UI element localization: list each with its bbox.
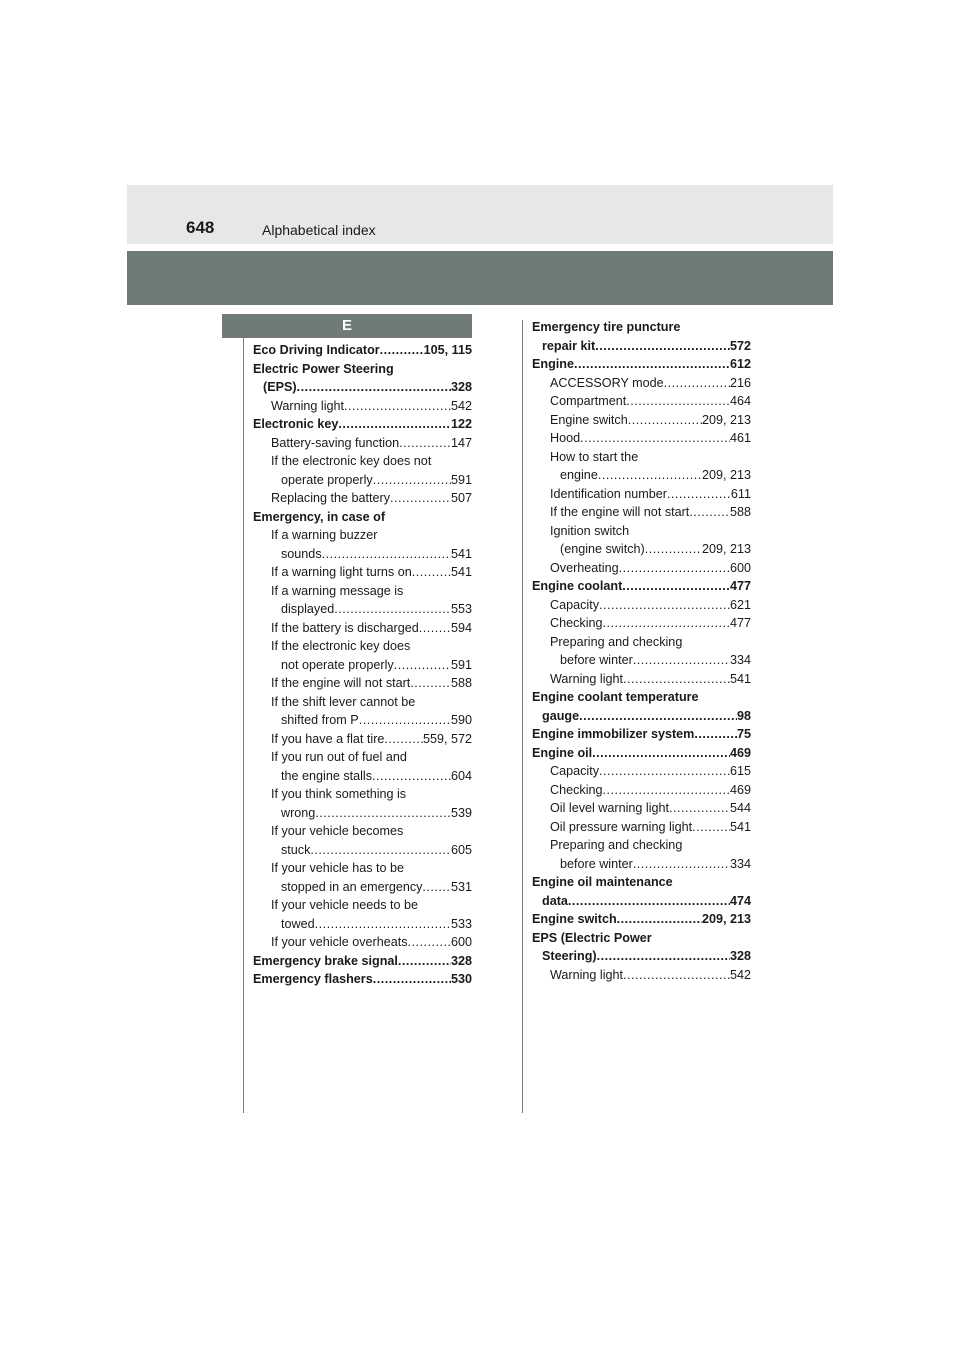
entry-text: Electric Power Steering: [253, 361, 394, 376]
index-entry: [253, 841, 472, 860]
dot-leader: [598, 466, 702, 485]
index-entry: [532, 929, 751, 948]
index-entry: [253, 563, 472, 582]
dot-leader: [322, 545, 451, 564]
section-title: Alphabetical index: [262, 222, 376, 238]
entry-text: Oil level warning light: [550, 801, 669, 815]
entry-text: stopped in an emergency: [281, 879, 423, 894]
entry-text: Oil pressure warning light: [550, 819, 693, 834]
entry-text: wrong: [281, 805, 316, 820]
index-entry: [532, 559, 751, 578]
entry-page-number: 539: [450, 805, 472, 820]
index-entry: [532, 577, 751, 596]
index-entry: [532, 855, 751, 874]
dot-leader: [359, 711, 451, 730]
entry-page-number: 122: [450, 417, 472, 431]
dot-leader: [669, 799, 730, 818]
entry-text: Replacing the battery: [271, 491, 391, 505]
entry-text: If the electronic key does: [271, 639, 411, 653]
entry-text: If you think something is: [271, 787, 407, 801]
entry-text: Engine: [532, 357, 574, 371]
index-entry: [253, 545, 472, 564]
entry-text: Eco Driving Indicator: [253, 343, 380, 357]
entry-text: Engine oil maintenance: [532, 875, 673, 889]
dot-leader: [408, 933, 451, 952]
entry-text: sounds: [281, 546, 322, 561]
index-entry: [253, 434, 472, 453]
entry-text: towed: [281, 916, 315, 931]
index-entry: [532, 836, 751, 855]
entry-page-number: 588: [450, 676, 472, 690]
dot-leader: [667, 485, 731, 504]
entry-text: displayed: [281, 602, 335, 616]
entry-text: If the battery is discharged: [271, 620, 419, 635]
dot-leader: [664, 374, 730, 393]
dot-leader: [398, 952, 451, 971]
entry-text: Engine coolant: [532, 579, 623, 593]
header-band: [127, 251, 833, 305]
index-column-left: [253, 341, 472, 989]
entry-text: Emergency flashers: [253, 972, 373, 986]
entry-text: Capacity: [550, 764, 599, 778]
entry-text: Preparing and checking: [550, 838, 683, 852]
dot-leader: [574, 355, 730, 374]
index-entry: [532, 596, 751, 615]
entry-page-number: 474: [729, 893, 751, 908]
dot-leader: [410, 674, 451, 693]
entry-page-number: 328: [450, 380, 472, 394]
dot-leader: [603, 781, 730, 800]
dot-leader: [412, 563, 451, 582]
index-entry: [253, 637, 472, 656]
entry-text: Checking: [550, 782, 603, 797]
entry-text: Warning light: [271, 398, 345, 413]
index-entry: [253, 878, 472, 897]
dot-leader: [315, 804, 451, 823]
index-entry: [532, 966, 751, 985]
entry-page-number: 209, 213: [701, 542, 751, 556]
index-entry: [253, 711, 472, 730]
dot-leader: [623, 670, 730, 689]
index-entry: [253, 748, 472, 767]
entry-page-number: 533: [450, 916, 472, 931]
entry-text: If you run out of fuel and: [271, 750, 407, 764]
dot-leader: [372, 767, 451, 786]
entry-page-number: 611: [730, 486, 751, 501]
entry-page-number: 600: [450, 935, 472, 949]
dot-leader: [645, 540, 702, 559]
index-entry: [532, 411, 751, 430]
index-entry: [532, 781, 751, 800]
entry-text: Overheating: [550, 560, 619, 575]
dot-leader: [603, 614, 730, 633]
index-entry: [532, 522, 751, 541]
entry-text: not operate properly: [281, 657, 394, 672]
index-entry: [532, 614, 751, 633]
index-entry: [253, 489, 472, 508]
entry-page-number: 209, 213: [701, 912, 751, 926]
index-entry: [532, 485, 751, 504]
entry-text: If the shift lever cannot be: [271, 694, 416, 709]
dot-leader: [592, 744, 730, 763]
entry-page-number: 98: [736, 708, 751, 723]
entry-page-number: 541: [450, 565, 472, 579]
entry-text: Emergency, in case of: [253, 509, 386, 524]
dot-leader: [692, 818, 730, 837]
entry-page-number: 605: [450, 842, 472, 857]
entry-text: Emergency tire puncture: [532, 320, 681, 334]
entry-text: If the engine will not start: [550, 505, 690, 519]
entry-page-number: 591: [450, 657, 472, 672]
dot-leader: [334, 600, 451, 619]
entry-text: shifted from P: [281, 713, 359, 727]
entry-text: How to start the: [550, 449, 639, 464]
index-entry: [532, 448, 751, 467]
entry-page-number: 590: [450, 713, 472, 727]
index-entry: [532, 818, 751, 837]
entry-text: ACCESSORY mode: [550, 375, 664, 390]
entry-text: repair kit: [542, 338, 596, 353]
index-entry: [532, 633, 751, 652]
dot-leader: [422, 878, 451, 897]
index-entry: [532, 337, 751, 356]
entry-text: If your vehicle overheats: [271, 935, 408, 949]
entry-page-number: 507: [450, 491, 472, 505]
entry-text: Hood: [550, 431, 581, 445]
index-entry: [253, 952, 472, 971]
entry-page-number: 588: [729, 505, 751, 519]
index-letter-tab: E: [222, 314, 472, 338]
entry-page-number: 612: [729, 357, 751, 371]
entry-text: the engine stalls: [281, 768, 373, 783]
index-entry: [253, 415, 472, 434]
index-entry: [532, 688, 751, 707]
entry-page-number: 477: [729, 579, 751, 593]
entry-text: engine: [560, 468, 598, 482]
entry-page-number: 541: [450, 546, 472, 561]
entry-text: EPS (Electric Power: [532, 930, 652, 945]
index-entry: [253, 730, 472, 749]
entry-text: Engine coolant temperature: [532, 690, 699, 704]
entry-text: If you have a flat tire: [271, 731, 385, 746]
entry-page-number: 469: [729, 782, 751, 797]
dot-leader: [626, 392, 730, 411]
index-entry: [532, 910, 751, 929]
entry-text: stuck: [281, 842, 311, 857]
dot-leader: [628, 411, 702, 430]
index-entry: [532, 799, 751, 818]
entry-page-number: 209, 213: [701, 468, 751, 482]
entry-page-number: 461: [729, 431, 751, 445]
dot-leader: [380, 341, 424, 360]
entry-page-number: 334: [729, 653, 751, 667]
index-entry: [532, 725, 751, 744]
entry-text: If a warning light turns on: [271, 565, 412, 579]
entry-text: Emergency brake signal: [253, 953, 398, 968]
dot-leader: [689, 503, 730, 522]
entry-text: Engine oil: [532, 745, 593, 760]
index-entry: [253, 378, 472, 397]
entry-page-number: 477: [729, 616, 751, 630]
index-entry: [253, 933, 472, 952]
dot-leader: [394, 656, 451, 675]
index-entry: [532, 540, 751, 559]
entry-text: Steering): [542, 949, 597, 963]
index-entry: [253, 896, 472, 915]
index-entry: [253, 508, 472, 527]
dot-leader: [373, 471, 451, 490]
entry-text: Capacity: [550, 597, 599, 612]
index-entry: [253, 341, 472, 360]
entry-page-number: 544: [729, 801, 751, 815]
entry-text: If a warning message is: [271, 583, 404, 598]
entry-page-number: 209, 213: [701, 412, 751, 427]
dot-leader: [310, 841, 451, 860]
index-entry: [253, 656, 472, 675]
dot-leader: [619, 559, 730, 578]
entry-text: Battery-saving function: [271, 435, 400, 450]
entry-text: Warning light: [550, 967, 624, 982]
index-entry: [253, 452, 472, 471]
entry-page-number: 541: [729, 671, 751, 686]
entry-text: If your vehicle needs to be: [271, 898, 419, 912]
entry-text: before winter: [560, 653, 633, 667]
dot-leader: [390, 489, 451, 508]
index-entry: [253, 397, 472, 416]
entry-page-number: 553: [450, 602, 472, 616]
entry-page-number: 542: [729, 967, 751, 982]
entry-page-number: 591: [450, 472, 472, 487]
entry-text: Identification number: [550, 486, 667, 501]
dot-leader: [344, 397, 451, 416]
entry-text: Engine switch: [550, 412, 628, 427]
index-entry: [253, 970, 472, 989]
index-entry: [253, 600, 472, 619]
entry-text: gauge: [542, 708, 580, 723]
entry-page-number: 530: [450, 972, 472, 986]
dot-leader: [622, 577, 730, 596]
index-entry: [253, 471, 472, 490]
dot-leader: [599, 596, 730, 615]
index-entry: [253, 619, 472, 638]
index-entry: [253, 582, 472, 601]
entry-text: (engine switch): [560, 542, 645, 556]
entry-page-number: 572: [729, 338, 751, 353]
index-entry: [532, 392, 751, 411]
dot-leader: [599, 762, 730, 781]
index-entry: [532, 466, 751, 485]
entry-text: Warning light: [550, 671, 624, 686]
entry-page-number: 615: [729, 764, 751, 778]
dot-leader: [373, 970, 451, 989]
index-entry: [532, 670, 751, 689]
entry-text: operate properly: [281, 472, 373, 487]
dot-leader: [384, 730, 423, 749]
entry-text: Engine immobilizer system: [532, 727, 695, 741]
entry-text: If a warning buzzer: [271, 528, 378, 542]
entry-page-number: 621: [729, 597, 751, 612]
right-column-rule: [522, 320, 523, 1113]
dot-leader: [633, 855, 730, 874]
index-entry: [532, 707, 751, 726]
entry-text: before winter: [560, 856, 633, 871]
index-entry: [253, 822, 472, 841]
entry-page-number: 328: [450, 953, 472, 968]
entry-page-number: 75: [736, 727, 751, 741]
entry-page-number: 469: [729, 745, 751, 760]
dot-leader: [315, 915, 451, 934]
index-entry: [253, 859, 472, 878]
dot-leader: [297, 378, 451, 397]
dot-leader: [597, 947, 730, 966]
entry-text: Preparing and checking: [550, 634, 683, 649]
index-entry: [532, 355, 751, 374]
entry-page-number: 531: [450, 879, 472, 894]
index-entry: [253, 804, 472, 823]
entry-page-number: 328: [729, 949, 751, 963]
index-entry: [532, 762, 751, 781]
entry-text: If the electronic key does not: [271, 454, 432, 468]
entry-page-number: 600: [729, 560, 751, 575]
entry-text: data: [542, 893, 568, 908]
entry-page-number: 334: [729, 856, 751, 871]
index-entry: [253, 785, 472, 804]
entry-text: Engine switch: [532, 912, 617, 926]
index-entry: [532, 651, 751, 670]
entry-page-number: 105, 115: [423, 343, 472, 357]
entry-text: If the engine will not start: [271, 676, 411, 690]
dot-leader: [595, 337, 730, 356]
left-column-rule: [243, 338, 244, 1113]
index-entry: [253, 526, 472, 545]
dot-leader: [419, 619, 451, 638]
index-entry: [532, 429, 751, 448]
dot-leader: [399, 434, 451, 453]
index-entry: [253, 693, 472, 712]
dot-leader: [694, 725, 737, 744]
entry-page-number: 559, 572: [422, 731, 472, 746]
dot-leader: [338, 415, 451, 434]
entry-text: (EPS): [263, 380, 297, 394]
index-entry: [532, 374, 751, 393]
index-entry: [253, 360, 472, 379]
entry-page-number: 604: [450, 768, 472, 783]
header-bar: [127, 185, 833, 244]
page-number: 648: [186, 218, 215, 237]
entry-page-number: 216: [729, 375, 751, 390]
entry-text: Compartment: [550, 394, 627, 408]
index-entry: [532, 892, 751, 911]
index-entry: [253, 674, 472, 693]
index-entry: [532, 318, 751, 337]
entry-text: If your vehicle becomes: [271, 824, 404, 838]
entry-page-number: 542: [450, 398, 472, 413]
dot-leader: [580, 429, 730, 448]
index-entry: [532, 744, 751, 763]
index-entry: [532, 873, 751, 892]
index-entry: [253, 767, 472, 786]
entry-text: Checking: [550, 616, 603, 630]
entry-text: Ignition switch: [550, 523, 630, 538]
dot-leader: [568, 892, 730, 911]
dot-leader: [617, 910, 702, 929]
index-column-right: [532, 318, 751, 984]
entry-page-number: 594: [450, 620, 472, 635]
entry-page-number: 147: [450, 435, 472, 450]
entry-page-number: 464: [729, 394, 751, 408]
index-entry: [253, 915, 472, 934]
entry-text: Electronic key: [253, 417, 339, 431]
entry-text: If your vehicle has to be: [271, 861, 405, 875]
index-entry: [532, 503, 751, 522]
dot-leader: [623, 966, 730, 985]
dot-leader: [633, 651, 730, 670]
entry-page-number: 541: [729, 819, 751, 834]
index-entry: [532, 947, 751, 966]
dot-leader: [579, 707, 737, 726]
